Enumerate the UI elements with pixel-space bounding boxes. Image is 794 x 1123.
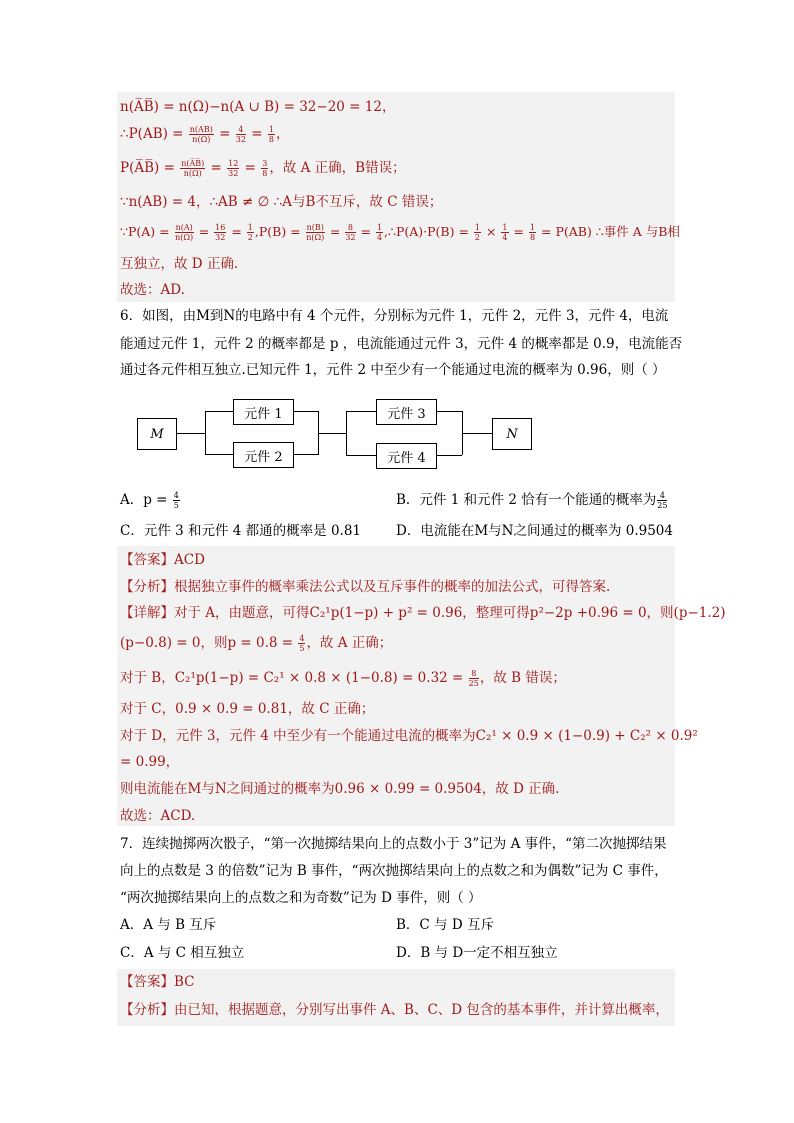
q6-detail-4: 对于 C，0.9 × 0.9 = 0.81，故 C 正确；	[120, 701, 375, 717]
sol5-line-4: ∵n(AB) = 4，∴AB ≠ ∅ ∴A与B不互斥，故 C 错误；	[120, 194, 443, 210]
element-2: 元件 2	[233, 442, 294, 468]
element-3: 元件 3	[376, 399, 437, 425]
q6-option-d: D．电流能在M与N之间通过的概率为 0.9504	[396, 523, 673, 539]
fraction: $\frac{n(AB)}{n(\Omega)}$	[189, 125, 213, 144]
sol5-line-1: n(A̅B̅) = n(Ω)−n(A ∪ B) = 32−20 = 12，	[120, 99, 396, 115]
q6-detail-8: 故选：ACD.	[120, 808, 196, 824]
q6-detail-2: (p−0.8) = 0，则p = 0.8 = $\frac{4}{5}$ ，故 A 正确；	[120, 634, 393, 653]
q7-option-c: C．A 与 C 相互独立	[120, 945, 245, 961]
q6-stem-line-3: 通过各元件相互独立.已知元件 1，元件 2 中至少有一个能通过电流的概率为 0.96，则（ ）	[120, 362, 666, 378]
q6-detail-3: 对于 B，C₂¹p(1−p) = C₂¹ × 0.8 × (1−0.8) = 0.32 = $\frac{8}{25}$ ，故 B 错误；	[120, 669, 566, 688]
q6-detail-7: 则电流能在M与N之间通过的概率为0.96 × 0.99 = 0.9504，故 D 正确.	[120, 781, 560, 797]
q6-detail-5: 对于 D，元件 3，元件 4 中至少有一个能通过电流的概率为C₂¹ × 0.9 × (1−0.9) + C₂² × 0.9²	[120, 728, 698, 744]
q6-option-a: A．p = $\frac{4}{5}$	[120, 491, 179, 510]
q6-stem-line-2: 能通过元件 1，元件 2 的概率都是 p ，电流能通过元件 3，元件 4 的概率都是 0.9，电流能否	[120, 336, 683, 352]
node-m: M	[137, 418, 177, 450]
q7-analysis: 【分析】由已知，根据题意，分别写出事件 A、B、C、D 包含的基本事件，并计算出概率，	[120, 1002, 669, 1018]
element-4: 元件 4	[376, 443, 437, 469]
element-1: 元件 1	[233, 399, 294, 425]
sol5-line-7: 故选：AD.	[120, 282, 185, 298]
node-n: N	[492, 418, 532, 450]
q6-detail-1: 【详解】对于 A，由题意，可得C₂¹p(1−p) + p² = 0.96，整理可得p²−2p +0.96 = 0，则(p−1.2)	[120, 605, 726, 621]
q7-option-d: D．B 与 D一定不相互独立	[396, 945, 558, 961]
q6-option-c: C．元件 3 和元件 4 都通的概率是 0.81	[120, 523, 362, 539]
q7-answer: 【答案】BC	[120, 974, 195, 990]
q7-stem-line-2: 向上的点数是 3 的倍数”记为 B 事件，“两次抛掷结果向上的点数之和为偶数”记为 C 事件，	[120, 863, 668, 879]
q7-option-b: B．C 与 D 互斥	[396, 917, 494, 933]
sol5-line-6: 互独立，故 D 正确.	[120, 256, 239, 272]
q6-analysis: 【分析】根据独立事件的概率乘法公式以及互斥事件的概率的加法公式，可得答案.	[120, 579, 611, 595]
sol5-line-2: ∴P(AB) = $\frac{n(AB)}{n(\Omega)}$ = $\frac{4}{32}$ = $\frac{1}{8}$ ，	[120, 125, 290, 144]
q6-option-b: B．元件 1 和元件 2 恰有一个能通的概率为 $\frac{4}{25}$	[396, 491, 668, 510]
q6-stem-line-1: 6．如图，由M到N的电路中有 4 个元件，分别标为元件 1，元件 2，元件 3，元件 4，电流	[120, 308, 669, 324]
q6-answer: 【答案】ACD	[120, 552, 205, 568]
sol5-line-3: P(A̅B̅) = $\frac{n(A̅B̅)}{n(\Omega)}$ = $\frac{12}{32}$ = $\frac{3}{8}$ ，故 A 正确，B错误；	[120, 159, 406, 178]
q6-detail-6: = 0.99，	[120, 754, 180, 770]
q7-option-a: A．A 与 B 互斥	[120, 917, 217, 933]
q7-stem-line-3: “两次抛掷结果向上的点数之和为奇数”记为 D 事件，则（ ）	[120, 890, 482, 906]
sol5-line-5: ∵P(A) = $\frac{n(A)}{n(\Omega)}$ = $\frac{16}{32}$ = $\frac{1}{2}$ ,P(B) = $\frac{n(B)}{n(\Omega)}$ = $\frac{8}{32}$ = $\frac{1}{4}$ ,∴P(A)·P(B) = $\frac{1}{2}$ × $\frac{1}{4}$ = $\frac{1}{8}$ = P(AB) ∴事件 A 与B相	[120, 223, 680, 242]
q7-stem-line-1: 7．连续抛掷两次骰子，“第一次抛掷结果向上的点数小于 3”记为 A 事件，“第二次抛掷结果	[120, 836, 667, 852]
